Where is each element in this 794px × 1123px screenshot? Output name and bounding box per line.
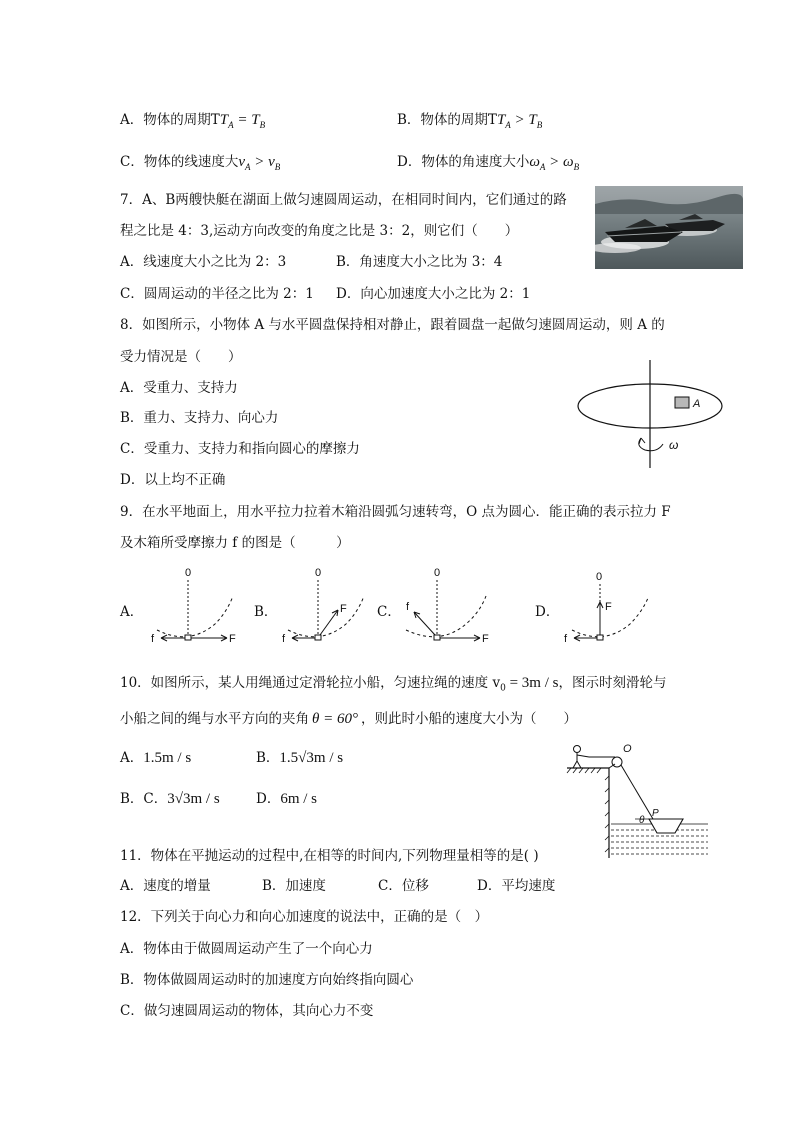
q7-stem-line2: 程之比是 4：3,运动方向改变的角度之比是 3：2，则它们（ ） xyxy=(120,223,519,239)
pulley-boat-figure xyxy=(565,742,710,860)
q10-option-d-label: D． xyxy=(256,791,281,807)
q10-v0-value: = 3m / s xyxy=(505,675,559,691)
q11-option-b: B．加速度 xyxy=(262,878,326,894)
q7-option-b: B．角速度大小之比为 3：4 xyxy=(336,254,503,270)
q6-option-a xyxy=(120,108,265,130)
q6-option-b-text: B．物体的周期T xyxy=(397,112,497,128)
q11-stem: 11．物体在平抛运动的过程中,在相等的时间内,下列物理量相等的是( ) xyxy=(120,848,539,864)
q10-option-a-label: A． xyxy=(120,750,144,766)
q7-option-c: C．圆周运动的半径之比为 2：1 xyxy=(120,286,314,302)
q9d-center-label: 0 xyxy=(596,571,603,583)
q6-option-c-text: C．物体的线速度大 xyxy=(120,154,239,170)
omega-label: ω xyxy=(669,438,679,452)
q10-option-c-label: B．C． xyxy=(120,791,168,807)
q9-label-b: B． xyxy=(254,604,278,620)
q10-option-c-value: 3√3m / s xyxy=(167,791,220,807)
q6-option-c xyxy=(120,150,280,172)
q7-option-a: A．线速度大小之比为 2：3 xyxy=(120,254,287,270)
q11-option-d: D．平均速度 xyxy=(477,878,556,894)
q9-diagram-a xyxy=(145,566,245,650)
q8-stem-line2: 受力情况是（ ） xyxy=(120,349,242,365)
speedboat-photo xyxy=(595,186,743,269)
q7-option-d: D．向心加速度大小之比为 2：1 xyxy=(336,286,531,302)
q8-stem-line1: 8．如图所示，小物体 A 与水平圆盘保持相对静止，跟着圆盘一起做匀速圆周运动，则 A 的 xyxy=(120,317,665,333)
q9d-F-label: F xyxy=(605,601,612,613)
q7-stem-line1: 7．A、B两艘快艇在湖面上做匀速圆周运动，在相同时间内，它们通过的路 xyxy=(120,192,567,208)
q10-stem-line1 xyxy=(120,671,666,694)
q11-option-c: C．位移 xyxy=(378,878,429,894)
q9c-F-label: F xyxy=(482,633,489,645)
q8-option-b: B．重力、支持力、向心力 xyxy=(120,410,279,426)
q8-option-c: C．受重力、支持力和指向圆心的摩擦力 xyxy=(120,441,360,457)
q10-option-a-value: 1.5m / s xyxy=(143,750,192,766)
q9-label-d: D． xyxy=(535,604,560,620)
q12-option-c: C．做匀速圆周运动的物体，其向心力不变 xyxy=(120,1003,374,1019)
q9-diagram-c xyxy=(400,566,500,650)
q9c-center-label: 0 xyxy=(434,567,441,579)
q10-option-c xyxy=(120,787,220,808)
boat-icon xyxy=(649,819,683,833)
q9-diagram-b xyxy=(278,566,378,650)
q9a-f-label: f xyxy=(151,633,155,645)
object-a-label: A xyxy=(693,398,701,410)
q9-diagram-d xyxy=(560,566,660,650)
q10-option-b-label: B． xyxy=(256,750,280,766)
q9d-f-label: f xyxy=(564,633,568,645)
angle-theta-label: θ xyxy=(639,815,645,826)
pulley-o-label: O xyxy=(623,743,632,755)
q6-option-a-text: A．物体的周期T xyxy=(120,112,220,128)
q10-stem-line1-text: 10．如图所示，某人用绳通过定滑轮拉小船，匀速拉绳的速度 v xyxy=(120,675,501,691)
q12-stem: 12．下列关于向心力和向心加速度的说法中，正确的是（ ） xyxy=(120,909,489,925)
q10-option-a xyxy=(120,746,191,767)
boat-p-label: P xyxy=(652,808,659,819)
q10-stem-line2-text: 小船之间的绳与水平方向的夹角 xyxy=(120,711,309,727)
q9-label-a: A． xyxy=(120,604,144,620)
q9b-center-label: 0 xyxy=(315,567,322,579)
q10-stem-line2 xyxy=(120,707,577,728)
object-a xyxy=(675,397,689,408)
q8-option-a: A．受重力、支持力 xyxy=(120,380,238,396)
q12-option-a: A．物体由于做圆周运动产生了一个向心力 xyxy=(120,941,373,957)
q10-option-b xyxy=(256,746,343,767)
q6-option-c-math: $v_A > v_B$ xyxy=(238,154,281,172)
q9a-F-label: F xyxy=(229,633,236,645)
q9c-f-label: f xyxy=(406,601,410,613)
q10-option-b-value: 1.5√3m / s xyxy=(279,750,344,766)
q6-option-a-math: $T_A = T_B$ xyxy=(219,112,266,130)
q10-stem-line1-tail: ，图示时刻滑轮与 xyxy=(558,675,667,691)
q9-label-c: C． xyxy=(377,604,401,620)
q6-option-d-math: $\omega_A > \omega_B$ xyxy=(529,154,580,172)
q10-option-d xyxy=(256,787,317,808)
person-icon xyxy=(574,746,581,753)
q10-theta-value: θ = 60° xyxy=(312,711,358,727)
q10-stem-line2-tail: ，则此时小船的速度大小为（ ） xyxy=(361,711,577,727)
q10-option-d-value: 6m / s xyxy=(280,791,318,807)
q9-stem-line2: 及木箱所受摩擦力 f 的图是（ ） xyxy=(120,535,350,551)
q6-option-d-text: D．物体的角速度大小 xyxy=(397,154,530,170)
q10-v0-sub: 0 xyxy=(500,683,506,694)
q6-option-b xyxy=(397,108,542,130)
q9-stem-line1: 9．在水平地面上，用水平拉力拉着木箱沿圆弧匀速转弯，O 点为圆心．能正确的表示拉力 F xyxy=(120,504,671,520)
q9a-center-label: 0 xyxy=(185,567,192,579)
turntable-figure xyxy=(575,358,725,470)
q11-option-a: A．速度的增量 xyxy=(120,878,211,894)
q9b-f-label: f xyxy=(282,633,286,645)
q12-option-b: B．物体做圆周运动时的加速度方向始终指向圆心 xyxy=(120,972,414,988)
q6-option-b-math: $T_A > T_B$ xyxy=(496,112,543,130)
q8-option-d: D．以上均不正确 xyxy=(120,472,226,488)
q6-option-d xyxy=(397,150,579,172)
q9b-F-label: F xyxy=(340,603,347,615)
